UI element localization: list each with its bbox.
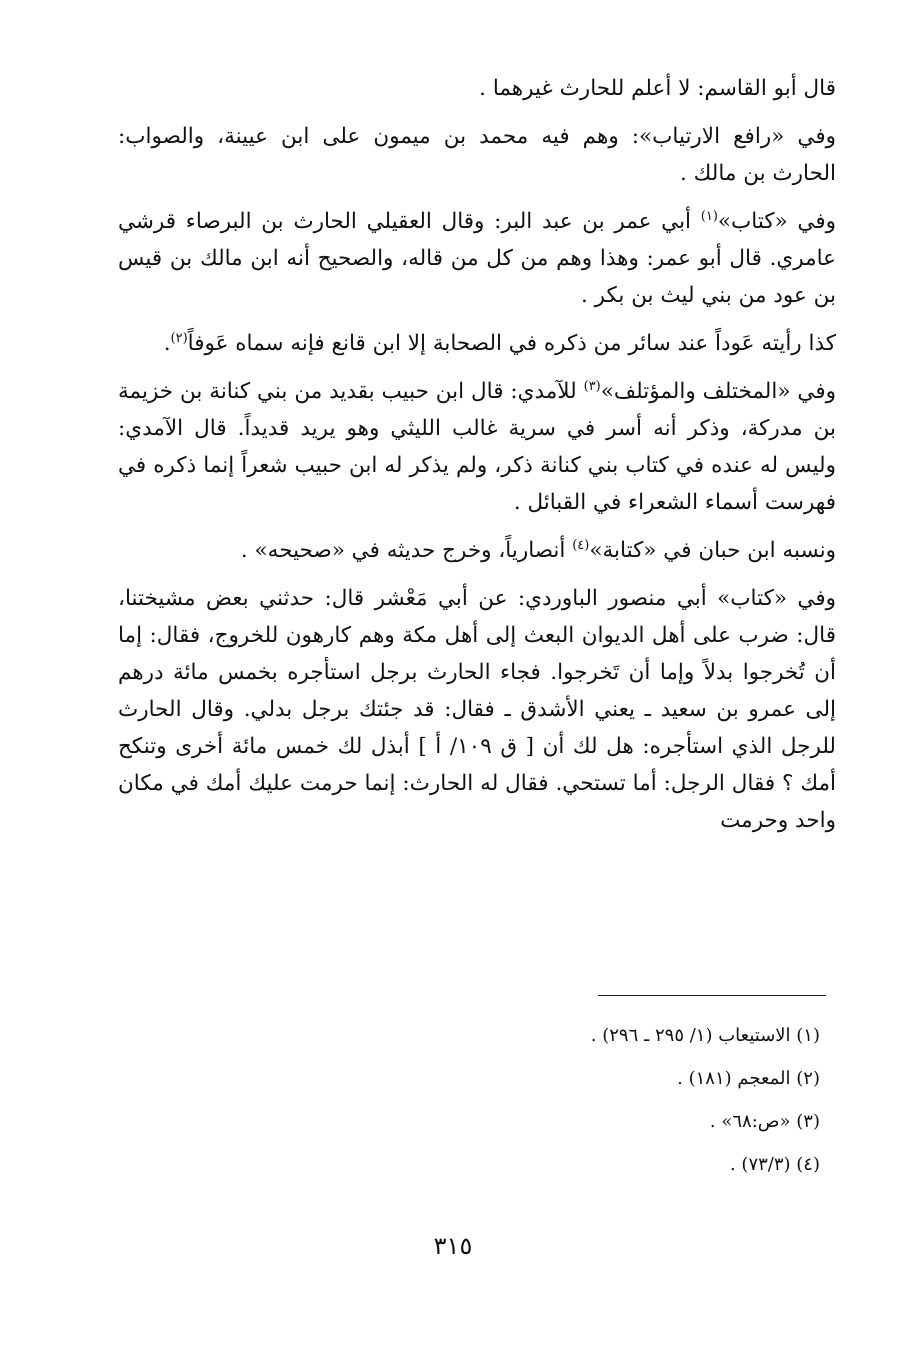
footnote-separator <box>598 995 826 996</box>
footnote-ref-1[interactable]: (١) <box>700 208 718 224</box>
footnote-ref-3[interactable]: (٣) <box>583 378 601 394</box>
footnotes <box>440 1014 820 1186</box>
footnote-1: (١) الاستيعاب (١/ ٢٩٥ ـ ٢٩٦) . <box>590 1025 820 1046</box>
footnote-ref-2[interactable]: (٢) <box>170 330 188 346</box>
footnote-4: (٤) (٧٣/٣) . <box>729 1154 820 1175</box>
footnote-2: (٢) المعجم (١٨١) . <box>677 1068 820 1089</box>
paragraph-5: وفي «المختلف والمؤتلف»$^{(٣)}$ للآمدي: قال ابن حبيب بقديد من بني كنانة بن خزيمة بن مدركة، وذكر أنه أسر في سرية غالب الليثي وهو يريد قديداً. قال الآمدي: وليس له عنده في كتاب بني كنانة ذكر، ولم يذكر له ابن حبيب شعراً إنما ذكره في فهرست أسماء الشعراء في القبائل . <box>118 378 836 515</box>
paragraph-7: وفي «كتاب» أبي منصور الباوردي: عن أبي مَعْشر قال: حدثني بعض مشيختنا، قال: ضرب على أهل الديوان البعث إلى أهل مكة وهم كارهون للخروج، فقال: إما أن تُخرجوا بدلاً وإما أن تَخرجوا. فجاء الحارث برجل استأجره بخمس مائة درهم إلى عمرو بن سعيد ـ يعني الأشدق ـ فقال: قد جئتك برجل بدلي. وقال الحارث للرجل الذي استأجره: هل لك أن [ ق ١٠٩/ أ ] أبذل لك خمس مائة أخرى وتنكح أمك ؟ فقال الرجل: أما تستحي. فقال له الحارث: إنما حرمت عليك أمك في مكان واحد وحرمت <box>118 586 836 833</box>
paragraph-2: وفي «رافع الارتياب»: وهم فيه محمد بن ميمون على ابن عيينة، والصواب: الحارث بن مالك . <box>118 124 836 186</box>
main-text <box>118 70 836 850</box>
page-number: ٣١٥ <box>433 1232 473 1260</box>
paragraph-1: قال أبو القاسم: لا أعلم للحارث غيرهما . <box>479 76 836 101</box>
paragraph-3: وفي «كتاب»$^{(١)}$ أبي عمر بن عبد البر: وقال العقيلي الحارث بن البرصاء قرشي عامري. قال أبو عمر: وهذا وهم من كل من قاله، والصحيح أنه ابن مالك بن قيس بن عود من بني ليث بن بكر . <box>118 208 836 308</box>
footnote-ref-4[interactable]: (٤) <box>572 537 590 553</box>
footnote-3: (٣) «ص:٦٨» . <box>709 1111 820 1132</box>
paragraph-4: كذا رأيته عَوداً عند سائر من ذكره في الصحابة إلا ابن قانع فإنه سماه عَوفاً$^{(٢)}$. <box>163 330 836 356</box>
paragraph-6: ونسبه ابن حبان في «كتابة»$^{(٤)}$ أنصارياً، وخرج حديثه في «صحيحه» . <box>240 537 836 563</box>
